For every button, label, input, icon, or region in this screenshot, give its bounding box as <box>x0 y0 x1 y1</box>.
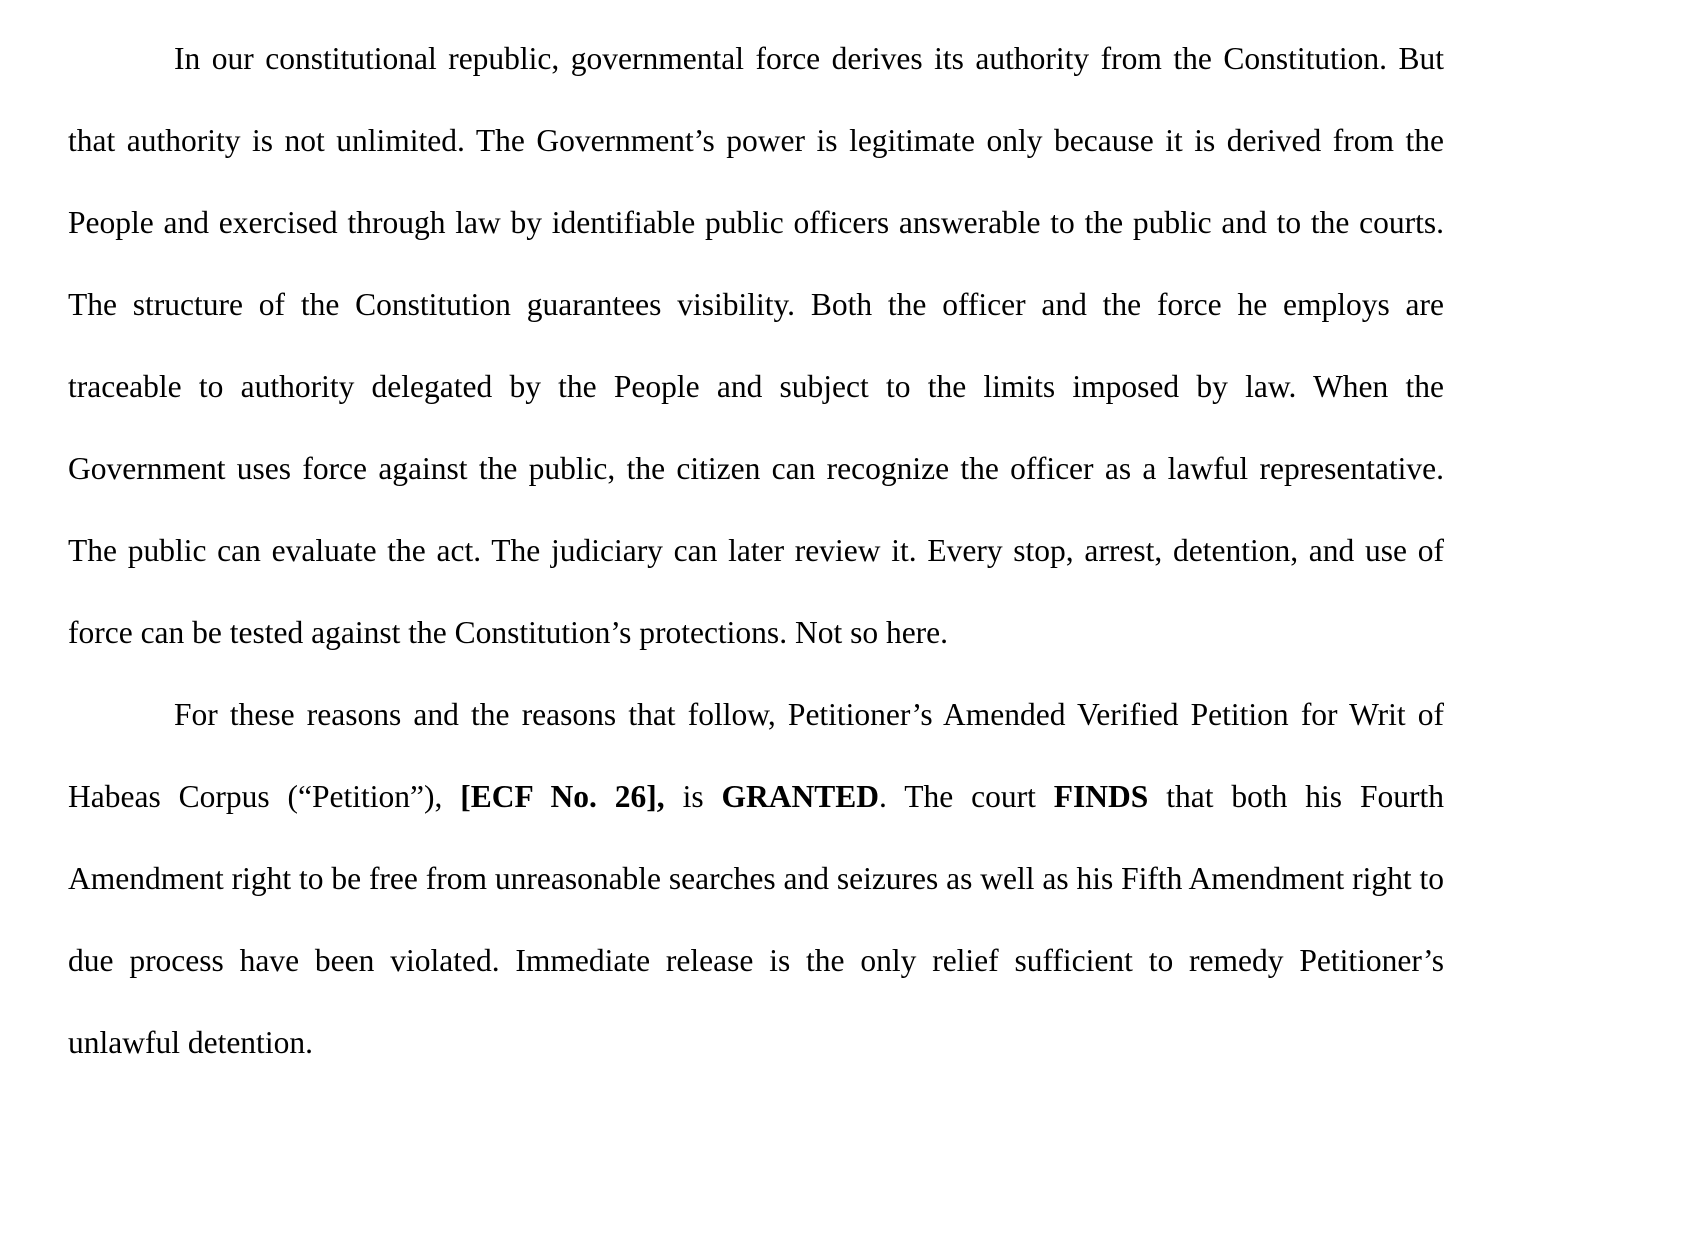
body-text: that both his Fourth Amendment right to be free from unreasonable searches and seizures as well as his Fifth Amendment right to due process have been violated. Immediate release is the only relief sufficient to remedy Petitioner’s unlawful detention. <box>68 779 1444 1060</box>
document-body <box>68 18 1444 1084</box>
emphasized-text: [ECF No. 26], <box>460 779 665 814</box>
body-text: is <box>664 779 722 814</box>
body-text: . The court <box>879 779 1054 814</box>
paragraph <box>68 18 1444 674</box>
emphasized-text: FINDS <box>1053 779 1149 814</box>
paragraph <box>68 674 1444 1084</box>
emphasized-text: GRANTED <box>721 779 880 814</box>
body-text: For these reasons and the reasons that follow, Petitioner’s Amended Verified Petition for Writ of Habeas Corpus (“Petition”), <box>68 697 1444 814</box>
body-text: In our constitutional republic, governmental force derives its authority from the Constitution. But that authority is not unlimited. The Government’s power is legitimate only because it is derived from the People and exercised through law by identifiable public officers answerable to the public and to the courts. The structure of the Constitution guarantees visibility. Both the officer and the force he employs are traceable to authority delegated by the People and subject to the limits imposed by law. When the Government uses force against the public, the citizen can recognize the officer as a lawful representative. The public can evaluate the act. The judiciary can later review it. Every stop, arrest, detention, and use of force can be tested against the Constitution’s protections. Not so here. <box>68 41 1444 650</box>
